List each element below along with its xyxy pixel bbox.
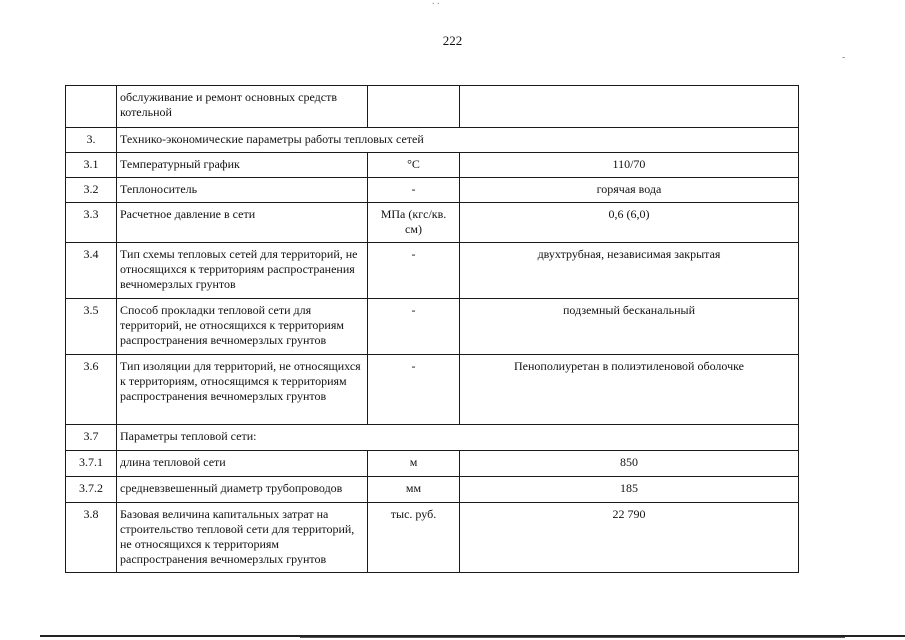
- row-number: 3.3: [66, 203, 117, 243]
- table-row: [66, 451, 799, 477]
- row-number: 3.7: [66, 425, 117, 451]
- row-unit: тыс. руб.: [368, 503, 460, 573]
- row-number: [66, 86, 117, 128]
- row-value: 0,6 (6,0): [460, 203, 799, 243]
- table-row: [66, 153, 799, 178]
- row-number: 3.2: [66, 178, 117, 203]
- row-number: 3.8: [66, 503, 117, 573]
- section-row: [66, 128, 799, 153]
- section-title: Параметры тепловой сети:: [117, 425, 799, 451]
- row-parameter: Базовая величина капитальных затрат на строительство тепловой сети для территорий, не относящихся к территориям распространения вечномерзлых грунтов: [117, 503, 368, 573]
- row-number: 3.1: [66, 153, 117, 178]
- row-number: 3.4: [66, 243, 117, 299]
- row-parameter: Тип изоляции для территорий, не относящихся к территориям, относящимся к территориям распространения вечномерзлых грунтов: [117, 355, 368, 425]
- scan-mark-right: -: [842, 52, 846, 63]
- page-bottom-edge-shadow: [300, 637, 845, 638]
- table-row: [66, 299, 799, 355]
- row-parameter: длина тепловой сети: [117, 451, 368, 477]
- scan-mark-top: . .: [432, 0, 440, 7]
- parameters-table: [65, 85, 799, 573]
- row-parameter: Температурный график: [117, 153, 368, 178]
- row-unit: -: [368, 178, 460, 203]
- table-row: [66, 178, 799, 203]
- parameters-table-body: [66, 86, 799, 573]
- row-parameter: Расчетное давление в сети: [117, 203, 368, 243]
- table-row: [66, 86, 799, 128]
- row-parameter: средневзвешенный диаметр трубопроводов: [117, 477, 368, 503]
- row-number: 3.7.2: [66, 477, 117, 503]
- row-parameter: Тип схемы тепловых сетей для территорий, не относящихся к территориям распространения вечномерзлых грунтов: [117, 243, 368, 299]
- table-row: [66, 243, 799, 299]
- row-value: [460, 86, 799, 128]
- row-unit: -: [368, 355, 460, 425]
- row-unit: МПа (кгс/кв. см): [368, 203, 460, 243]
- row-value: 850: [460, 451, 799, 477]
- table-row: [66, 355, 799, 425]
- section-row: [66, 425, 799, 451]
- row-number: 3.7.1: [66, 451, 117, 477]
- row-number: 3.: [66, 128, 117, 153]
- row-value: 185: [460, 477, 799, 503]
- row-unit: °C: [368, 153, 460, 178]
- row-parameter: Теплоноситель: [117, 178, 368, 203]
- row-number: 3.5: [66, 299, 117, 355]
- row-value: 110/70: [460, 153, 799, 178]
- row-number: 3.6: [66, 355, 117, 425]
- table-row: [66, 477, 799, 503]
- table-row: [66, 503, 799, 573]
- row-value: Пенополиуретан в полиэтиленовой оболочке: [460, 355, 799, 425]
- row-value: двухтрубная, независимая закрытая: [460, 243, 799, 299]
- row-unit: [368, 86, 460, 128]
- row-parameter: Способ прокладки тепловой сети для территорий, не относящихся к территориям распространения вечномерзлых грунтов: [117, 299, 368, 355]
- row-value: горячая вода: [460, 178, 799, 203]
- row-unit: мм: [368, 477, 460, 503]
- row-unit: м: [368, 451, 460, 477]
- row-value: подземный бесканальный: [460, 299, 799, 355]
- page-number: 222: [442, 33, 463, 48]
- row-parameter: обслуживание и ремонт основных средств котельной: [117, 86, 368, 128]
- section-title: Технико-экономические параметры работы тепловых сетей: [117, 128, 799, 153]
- row-unit: -: [368, 299, 460, 355]
- table-row: [66, 203, 799, 243]
- row-unit: -: [368, 243, 460, 299]
- row-value: 22 790: [460, 503, 799, 573]
